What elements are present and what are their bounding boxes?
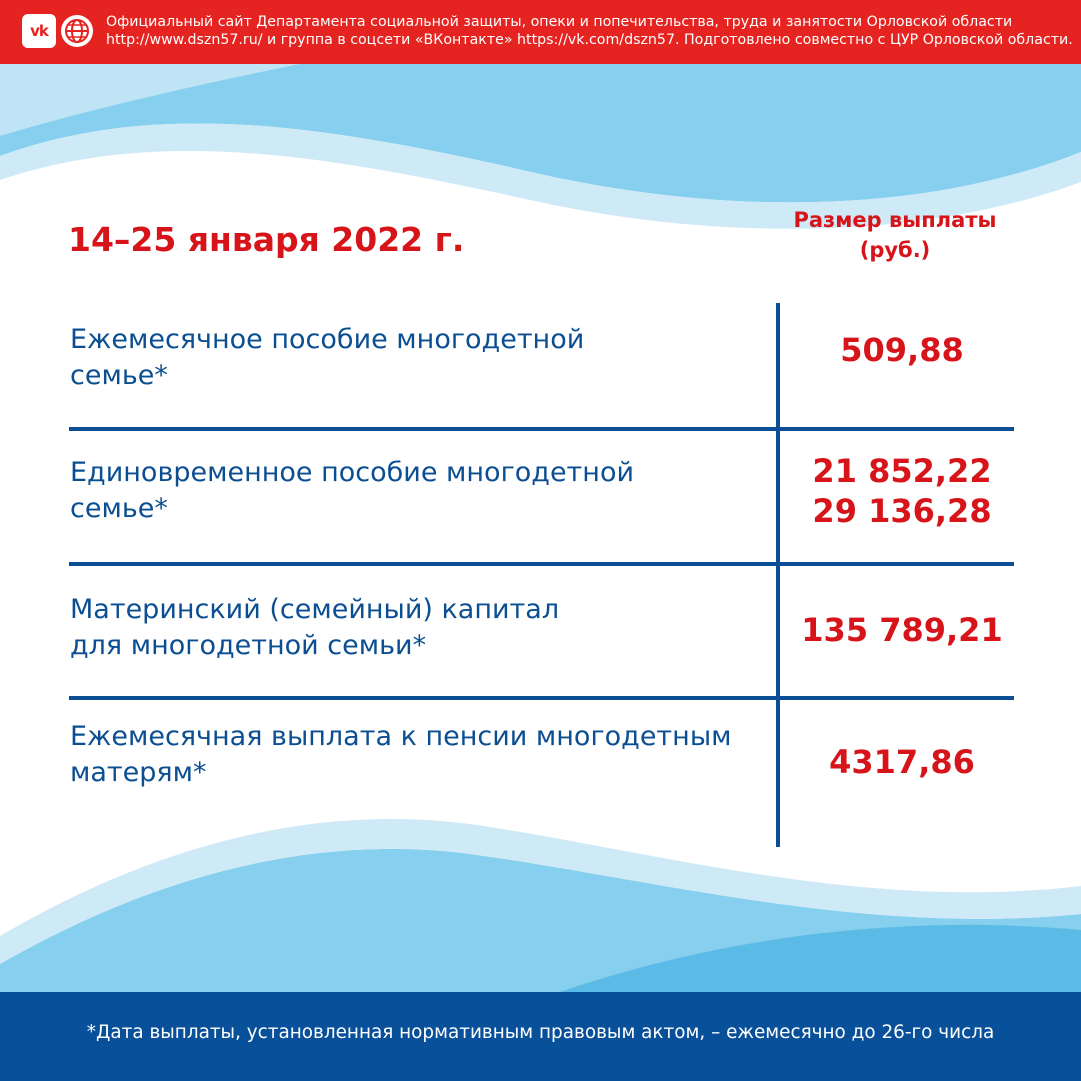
benefit-label-one-time-allowance <box>70 455 770 527</box>
benefit-label-line: Ежемесячная выплата к пенсии многодетным <box>70 721 732 752</box>
benefit-label-line: матерям* <box>70 757 207 788</box>
benefit-label-line: Ежемесячное пособие многодетной <box>70 324 585 355</box>
amount-cell <box>782 742 1022 782</box>
amount-column-header <box>760 205 1030 265</box>
footnote: *Дата выплаты, установленная нормативным правовым актом, – ежемесячно до 26-го числа <box>86 1022 995 1043</box>
benefit-label-line: Единовременное пособие многодетной <box>70 457 635 488</box>
amount-header-line-2: (руб.) <box>859 238 931 262</box>
amount-value: 509,88 <box>840 331 964 369</box>
benefit-label-line: Материнский (семейный) капитал <box>70 594 560 625</box>
header-line-1: Официальный сайт Департамента социальной защиты, опеки и попечительства, труда и занятости Орловской области <box>106 14 1013 30</box>
benefit-label-line: для многодетной семьи* <box>70 630 427 661</box>
header-text <box>106 13 1073 49</box>
benefit-label-line: семье* <box>70 360 168 391</box>
footer-bar <box>0 992 1081 1081</box>
amount-cell <box>782 330 1022 370</box>
vk-icon[interactable]: vk <box>22 14 56 48</box>
amount-value: 135 789,21 <box>801 611 1003 649</box>
benefit-label-line: семье* <box>70 493 168 524</box>
amount-value: 21 852,22 <box>812 452 992 490</box>
benefit-label-pension-supplement <box>70 719 770 791</box>
period-title: 14–25 января 2022 г. <box>68 220 465 259</box>
table-vertical-divider <box>776 303 780 847</box>
header-bar <box>0 0 1081 64</box>
amount-value: 29 136,28 <box>812 492 992 530</box>
amount-cell <box>782 610 1022 650</box>
amount-header-line-1: Размер выплаты <box>793 208 997 232</box>
header-line-2[interactable]: http://www.dszn57.ru/ и группа в соцсети «ВКонтакте» https://vk.com/dszn57. Подготовлено совместно с ЦУР Орловской области. <box>106 32 1073 48</box>
benefit-label-family-capital <box>70 592 770 664</box>
amount-value: 4317,86 <box>829 743 975 781</box>
table-row-divider <box>69 696 1014 700</box>
globe-icon[interactable] <box>60 14 94 48</box>
amount-cell <box>782 451 1022 531</box>
table-row-divider <box>69 562 1014 566</box>
benefit-label-monthly-allowance <box>70 322 770 394</box>
table-row-divider <box>69 427 1014 431</box>
